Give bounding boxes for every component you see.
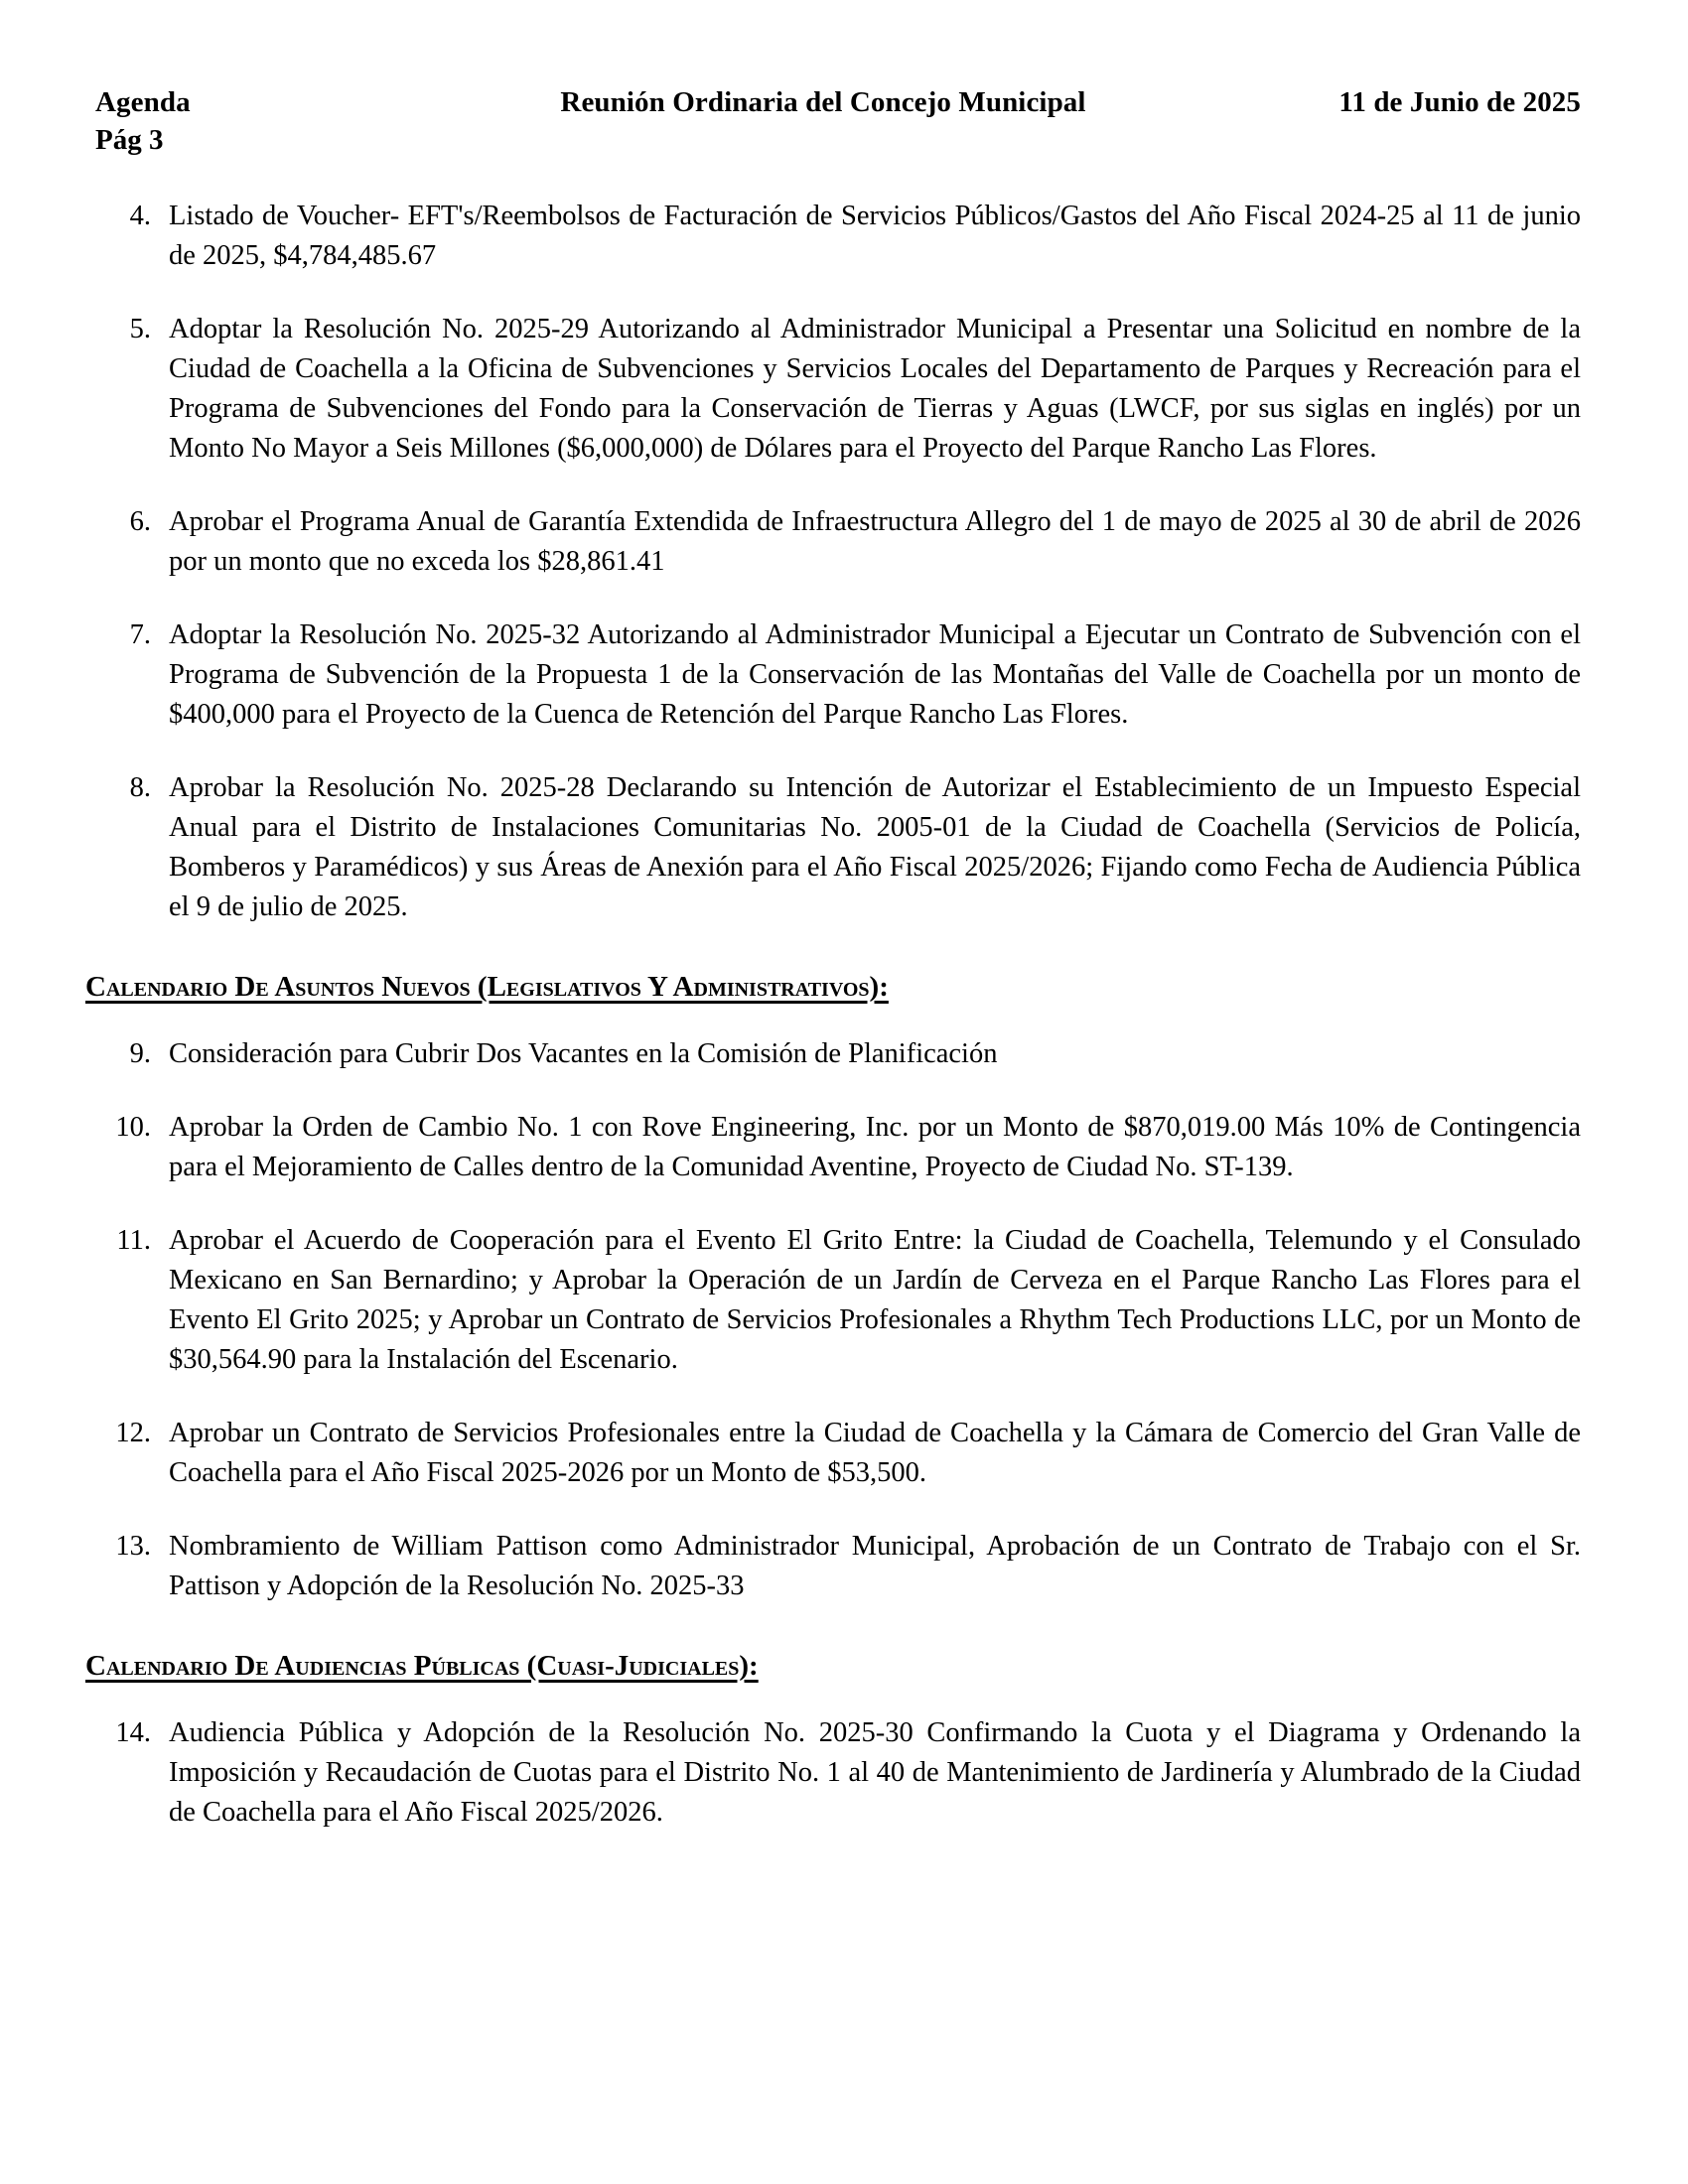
agenda-item-number: 8.: [129, 772, 151, 803]
agenda-item-text: Nombramiento de William Pattison como Administrador Municipal, Aprobación de un Contrato de Trabajo con el Sr. Pattison y Adopción de la Resolución No. 2025-33: [169, 1531, 1581, 1601]
header-main-row: [95, 83, 1581, 121]
agenda-item-number: 13.: [115, 1531, 151, 1562]
agenda-item-number: 11.: [116, 1225, 151, 1256]
agenda-items-public-hearings: [95, 1713, 1581, 1833]
agenda-item: [95, 615, 1581, 735]
agenda-item-text: Audiencia Pública y Adopción de la Resolución No. 2025-30 Confirmando la Cuota y el Diagrama y Ordenando la Imposición y Recaudación de Cuotas para el Distrito No. 1 al 40 de Mantenimiento de Jardinería y Alumbrado de la Ciudad de Coachella para el Año Fiscal 2025/2026.: [169, 1717, 1581, 1828]
header-meeting-title: Reunión Ordinaria del Concejo Municipal: [560, 86, 1086, 118]
header-agenda-label: Agenda: [95, 86, 191, 118]
agenda-item-number: 7.: [129, 619, 151, 650]
agenda-item-text: Adoptar la Resolución No. 2025-32 Autorizando al Administrador Municipal a Ejecutar un Contrato de Subvención con el Programa de Subvención de la Propuesta 1 de la Conservación de las Montañas del Valle de Coachella por un monto de $400,000 para el Proyecto de la Cuenca de Retención del Parque Rancho Las Flores.: [169, 619, 1581, 730]
agenda-item-text: Aprobar la Orden de Cambio No. 1 con Rove Engineering, Inc. por un Monto de $870,019.00 Más 10% de Contingencia para el Mejoramiento de Calles dentro de la Comunidad Aventine, Proyecto de Ciudad No. ST-139.: [169, 1112, 1581, 1182]
agenda-item: [95, 1713, 1581, 1833]
agenda-item: [95, 310, 1581, 469]
agenda-item-text: Consideración para Cubrir Dos Vacantes en la Comisión de Planificación: [169, 1038, 998, 1069]
agenda-item-text: Listado de Voucher- EFT's/Reembolsos de Facturación de Servicios Públicos/Gastos del Año Fiscal 2024-25 al 11 de junio de 2025, $4,784,485.67: [169, 201, 1581, 271]
header-page-number: Pág 3: [95, 124, 164, 156]
agenda-item-number: 4.: [129, 201, 151, 231]
agenda-item-number: 9.: [129, 1038, 151, 1069]
agenda-item-text: Aprobar un Contrato de Servicios Profesionales entre la Ciudad de Coachella y la Cámara de Comercio del Gran Valle de Coachella para el Año Fiscal 2025-2026 por un Monto de $53,500.: [169, 1418, 1581, 1488]
agenda-item: [95, 1034, 1581, 1074]
agenda-item-number: 10.: [115, 1112, 151, 1143]
agenda-item-number: 14.: [115, 1717, 151, 1748]
agenda-item-text: Aprobar la Resolución No. 2025-28 Declarando su Intención de Autorizar el Establecimiento de un Impuesto Especial Anual para el Distrito de Instalaciones Comunitarias No. 2005-01 de la Ciudad de Coachella (Servicios de Policía, Bomberos y Paramédicos) y sus Áreas de Anexión para el Año Fiscal 2025/2026; Fijando como Fecha de Audiencia Pública el 9 de julio de 2025.: [169, 772, 1581, 922]
agenda-item-text: Aprobar el Acuerdo de Cooperación para el Evento El Grito Entre: la Ciudad de Coachella, Telemundo y el Consulado Mexicano en San Bernardino; y Aprobar la Operación de un Jardín de Cerveza en el Parque Rancho Las Flores para el Evento El Grito 2025; y Aprobar un Contrato de Servicios Profesionales a Rhythm Tech Productions LLC, por un Monto de $30,564.90 para la Instalación del Escenario.: [169, 1225, 1581, 1375]
agenda-item: [95, 1221, 1581, 1380]
section-heading-new-business: Calendario De Asuntos Nuevos (Legislativos Y Administrativos):: [85, 971, 889, 1003]
agenda-item: [95, 768, 1581, 927]
agenda-item: [95, 1527, 1581, 1606]
agenda-item-number: 5.: [129, 314, 151, 344]
agenda-item: [95, 1108, 1581, 1187]
agenda-items-consent: [95, 197, 1581, 927]
section-new-business-heading-wrap: [85, 961, 1581, 1034]
section-public-hearings-heading-wrap: [85, 1640, 1581, 1713]
agenda-item: [95, 1414, 1581, 1493]
page-header: [95, 83, 1581, 169]
header-body-spacer: [95, 169, 1581, 197]
section-heading-public-hearings: Calendario De Audiencias Públicas (Cuasi-Judiciales):: [85, 1650, 759, 1682]
header-meeting-date: 11 de Junio de 2025: [1338, 86, 1581, 118]
agenda-item: [95, 197, 1581, 276]
agenda-item-number: 12.: [115, 1418, 151, 1448]
agenda-item-number: 6.: [129, 506, 151, 537]
agenda-item-text: Adoptar la Resolución No. 2025-29 Autorizando al Administrador Municipal a Presentar una Solicitud en nombre de la Ciudad de Coachella a la Oficina de Subvenciones y Servicios Locales del Departamento de Parques y Recreación para el Programa de Subvenciones del Fondo para la Conservación de Tierras y Aguas (LWCF, por sus siglas en inglés) por un Monto No Mayor a Seis Millones ($6,000,000) de Dólares para el Proyecto del Parque Rancho Las Flores.: [169, 314, 1581, 464]
agenda-items-new-business: [95, 1034, 1581, 1606]
agenda-item-text: Aprobar el Programa Anual de Garantía Extendida de Infraestructura Allegro del 1 de mayo de 2025 al 30 de abril de 2026 por un monto que no exceda los $28,861.41: [169, 506, 1581, 577]
agenda-item: [95, 502, 1581, 582]
